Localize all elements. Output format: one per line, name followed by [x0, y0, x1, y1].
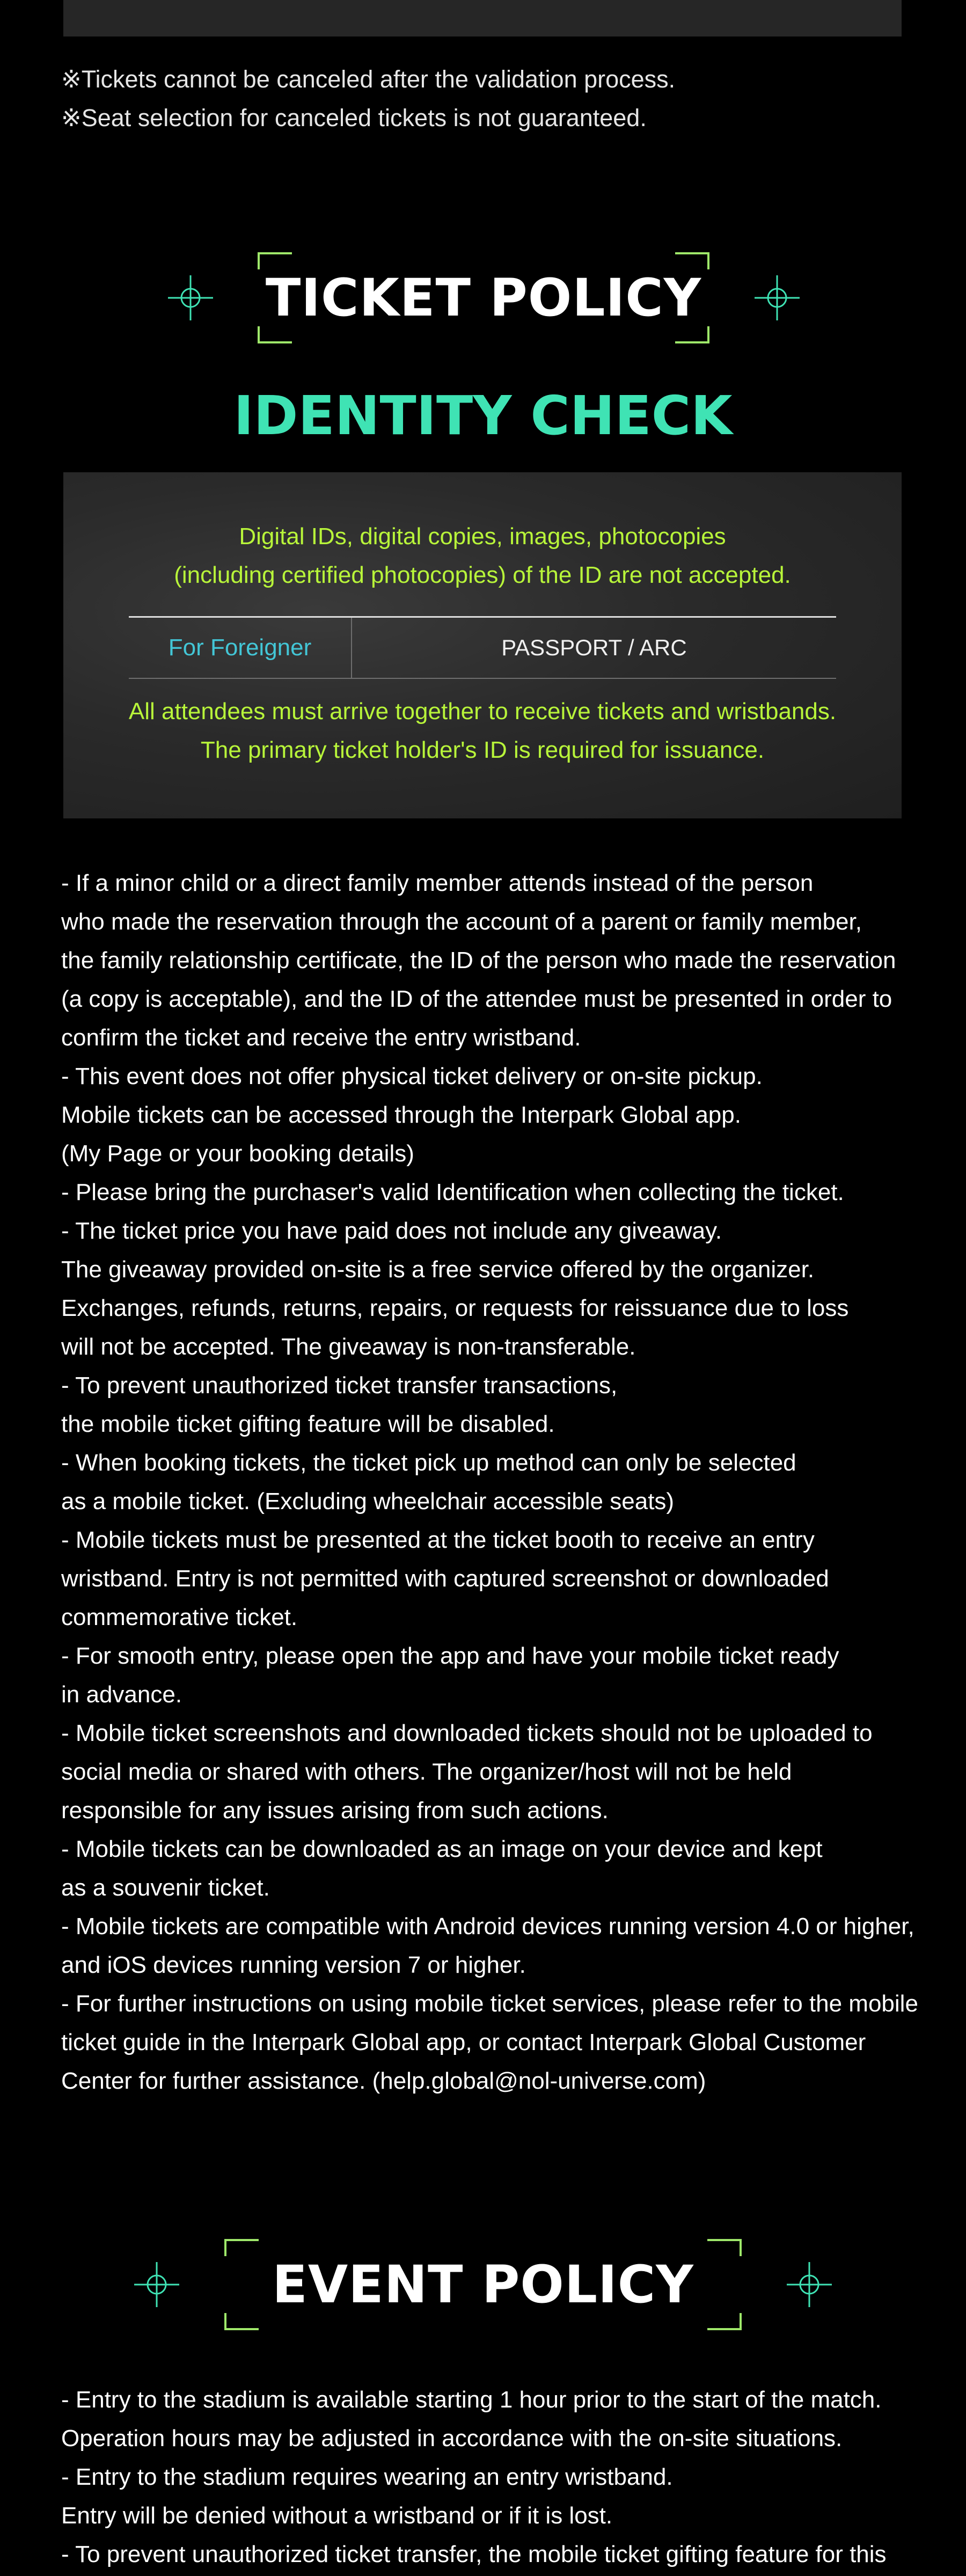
id-requirement-table [129, 616, 836, 679]
policy-line: as a souvenir ticket. [61, 1875, 270, 1901]
policy-line: confirm the ticket and receive the entry wristband. [61, 1024, 581, 1051]
policy-line: (My Page or your booking details) [61, 1140, 414, 1167]
ticket-policy-title: TICKET POLICY [265, 268, 702, 328]
id-not-accepted-line: (including certified photocopies) of the ID are not accepted. [174, 562, 791, 588]
crosshair-left-icon [134, 2262, 179, 2307]
policy-line: in advance. [61, 1681, 182, 1708]
policy-line: - Entry to the stadium requires wearing an entry wristband. [61, 2464, 673, 2490]
note-line: ※Seat selection for canceled tickets is not guaranteed. [61, 104, 647, 131]
policy-line: - To prevent unauthorized ticket transfer, the mobile ticket gifting feature for this [61, 2541, 887, 2567]
policy-line: - Please bring the purchaser's valid Identification when collecting the ticket. [61, 1179, 844, 1205]
policy-line: - Entry to the stadium is available starting 1 hour prior to the start of the match. [61, 2387, 882, 2413]
policy-line: Center for further assistance. (help.global@nol-universe.com) [61, 2068, 706, 2094]
policy-line: - This event does not offer physical ticket delivery or on-site pickup. [61, 1063, 763, 1089]
title-frame [258, 252, 709, 343]
policy-line: and iOS devices running version 7 or higher. [61, 1952, 526, 1978]
policy-line: - For smooth entry, please open the app and have your mobile ticket ready [61, 1643, 839, 1669]
policy-line: - The ticket price you have paid does not include any giveaway. [61, 1218, 722, 1244]
policy-line: commemorative ticket. [61, 1604, 298, 1630]
note-line: ※Tickets cannot be canceled after the validation process. [61, 65, 676, 93]
policy-line: (a copy is acceptable), and the ID of the attendee must be presented in order to [61, 986, 892, 1012]
id-not-accepted-line: Digital IDs, digital copies, images, photocopies [239, 523, 726, 550]
foreigner-id-types: PASSPORT / ARC [501, 635, 687, 660]
policy-line: - Mobile tickets must be presented at the ticket booth to receive an entry [61, 1527, 815, 1553]
policy-line: the mobile ticket gifting feature will be disabled. [61, 1411, 555, 1437]
policy-line: Entry will be denied without a wristband or if it is lost. [61, 2502, 613, 2529]
policy-line: will not be accepted. The giveaway is non-transferable. [61, 1334, 636, 1360]
identity-check-panel [63, 472, 902, 818]
policy-line: - Mobile ticket screenshots and downloaded tickets should not be uploaded to [61, 1720, 873, 1746]
policy-line: wristband. Entry is not permitted with captured screenshot or downloaded [61, 1565, 829, 1592]
previous-section-panel [63, 0, 902, 36]
policy-line: - For further instructions on using mobile ticket services, please refer to the mobile [61, 1990, 918, 2017]
ticket-policy-list [61, 864, 920, 2101]
foreigner-label: For Foreigner [129, 618, 352, 678]
policy-line: ticket guide in the Interpark Global app, or contact Interpark Global Customer [61, 2029, 866, 2055]
crosshair-right-icon [755, 275, 800, 320]
policy-line: - Mobile tickets are compatible with Android devices running version 4.0 or higher, [61, 1913, 914, 1940]
policy-line: - When booking tickets, the ticket pick up method can only be selected [61, 1450, 796, 1476]
event-policy-title: EVENT POLICY [272, 2255, 694, 2315]
id-requirement-line: All attendees must arrive together to receive tickets and wristbands. [128, 698, 837, 724]
ticket-policy-header [0, 252, 966, 343]
crosshair-left-icon [168, 275, 213, 320]
title-frame [224, 2239, 742, 2330]
event-policy-list [61, 2381, 920, 2574]
crosshair-right-icon [787, 2262, 832, 2307]
id-requirement-line: The primary ticket holder's ID is required for issuance. [200, 737, 765, 763]
policy-line: - To prevent unauthorized ticket transfer transactions, [61, 1372, 618, 1399]
policy-line: - If a minor child or a direct family member attends instead of the person [61, 870, 814, 896]
event-policy-header [0, 2239, 966, 2330]
policy-line: The giveaway provided on-site is a free service offered by the organizer. [61, 1256, 815, 1283]
policy-line: - Mobile tickets can be downloaded as an image on your device and kept [61, 1836, 823, 1862]
policy-line: Exchanges, refunds, returns, repairs, or requests for reissuance due to loss [61, 1295, 849, 1321]
policy-line: social media or shared with others. The organizer/host will not be held [61, 1759, 792, 1785]
identity-check-title: IDENTITY CHECK [233, 384, 733, 447]
policy-line: who made the reservation through the account of a parent or family member, [61, 909, 862, 935]
cancellation-notes [61, 60, 675, 137]
policy-line: Mobile tickets can be accessed through the Interpark Global app. [61, 1102, 741, 1128]
policy-line: as a mobile ticket. (Excluding wheelchair accessible seats) [61, 1488, 675, 1514]
policy-line: responsible for any issues arising from such actions. [61, 1797, 609, 1824]
policy-line: Operation hours may be adjusted in accordance with the on-site situations. [61, 2425, 843, 2451]
policy-line: the family relationship certificate, the ID of the person who made the reservation [61, 947, 896, 974]
